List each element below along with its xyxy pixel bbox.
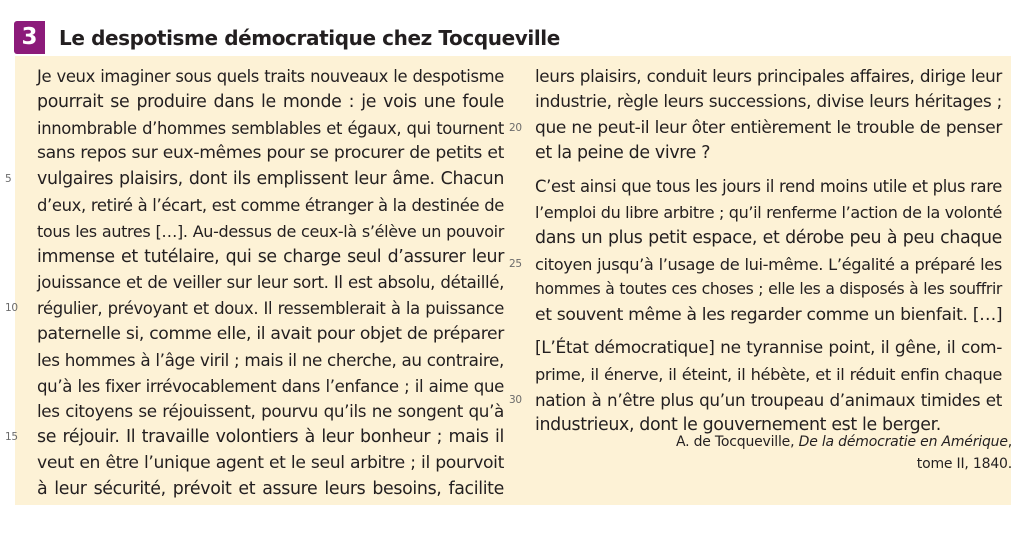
text-line: les citoyens se réjouissent, pourvu qu’ils ne songent qu’à (37, 401, 504, 422)
document-header (14, 21, 1004, 55)
text-line: vulgaires plaisirs, dont ils emplissent leur âme. Chacun 5 (37, 167, 504, 193)
text-line: immense et tutélaire, qui se charge seul d’assurer leur (37, 246, 504, 267)
text-line: pourrait se produire dans le monde : je vois une foule (37, 91, 504, 112)
line-number: 20 (509, 121, 522, 134)
text-line: industrieux, dont le gouvernement est le berger. (535, 415, 941, 436)
text-line: industrie, règle leurs successions, divise leurs héritages ; (535, 91, 1002, 112)
paragraph-gap (535, 167, 1002, 174)
text-line: jouissance et de veiller sur leur sort. Il est absolu, détaillé, (37, 273, 504, 293)
citation-work: De la démocratie en Amérique (798, 434, 1008, 450)
text-line: paternelle si, comme elle, il avait pour objet de préparer (37, 323, 504, 344)
line-number: 10 (5, 302, 18, 315)
text-line: dans un plus petit espace, et dérobe peu à peu chaque (535, 227, 1002, 248)
text-line: et souvent même à les regarder comme un bienfait. […] (535, 305, 1003, 326)
left-text-column (5, 64, 504, 503)
text-line: et la peine de vivre ? (535, 143, 711, 164)
document-title: Le despotisme démocratique chez Tocqueville (59, 26, 560, 50)
line-number: 25 (509, 257, 522, 270)
text-line: hommes à toutes ces choses ; elle les a disposés à les souffrir (535, 280, 1002, 299)
text-line: sans repos sur eux-mêmes pour se procurer de petits et (37, 143, 504, 164)
document-number-badge: 3 (14, 21, 45, 54)
text-line: tous les autres […]. Au-dessus de ceux-là s’élève un pouvoir (37, 221, 504, 241)
text-line: régulier, prévoyant et doux. Il ressemblerait à la puissance 10 (37, 296, 504, 322)
text-line: innombrable d’hommes semblables et égaux, qui tournent (37, 118, 504, 138)
text-line: à leur sécurité, prévoit et assure leurs besoins, facilite (37, 478, 504, 499)
text-line: que ne peut-il leur ôter entièrement le trouble de penser 20 (535, 116, 1002, 142)
paragraph-gap (535, 329, 1002, 336)
line-number: 30 (509, 393, 522, 406)
citation-author: A. de Tocqueville, (675, 434, 799, 450)
text-line: les hommes à l’âge viril ; mais il ne cherche, au contraire, (37, 349, 504, 370)
text-line: l’emploi du libre arbitre ; qu’il renferme l’action de la volonté (535, 202, 1002, 222)
text-line: citoyen jusqu’à l’usage de lui-même. L’égalité a préparé les 25 (535, 252, 1002, 278)
text-line: se réjouir. Il travaille volontiers à leur bonheur ; mais il 15 (37, 425, 504, 451)
text-line: d’eux, retiré à l’écart, est comme étranger à la destinée de (37, 195, 504, 215)
citation-volume: tome II, 1840. (916, 456, 1012, 472)
line-number: 15 (5, 431, 18, 444)
line-number: 5 (5, 173, 12, 186)
right-text-column (509, 64, 1003, 439)
text-line: Je veux imaginer sous quels traits nouveaux le despotisme (37, 67, 504, 86)
text-line: qu’à les fixer irrévocablement dans l’enfance ; il aime que (37, 376, 504, 396)
text-line: prime, il énerve, il éteint, il hébète, et il réduit enfin chaque (535, 364, 1002, 384)
text-line: C’est ainsi que tous les jours il rend moins utile et plus rare (535, 177, 1002, 197)
text-line: leurs plaisirs, conduit leurs principales affaires, dirige leur (535, 66, 1002, 86)
source-citation (676, 431, 1012, 475)
text-line: nation à n’être plus qu’un troupeau d’animaux timides et 30 (535, 388, 1002, 414)
citation-punctuation: , (1007, 434, 1012, 450)
text-line: [L’État démocratique] ne tyrannise point, il gêne, il com- (535, 337, 1002, 358)
text-line: veut en être l’unique agent et le seul arbitre ; il pourvoit (37, 452, 504, 473)
